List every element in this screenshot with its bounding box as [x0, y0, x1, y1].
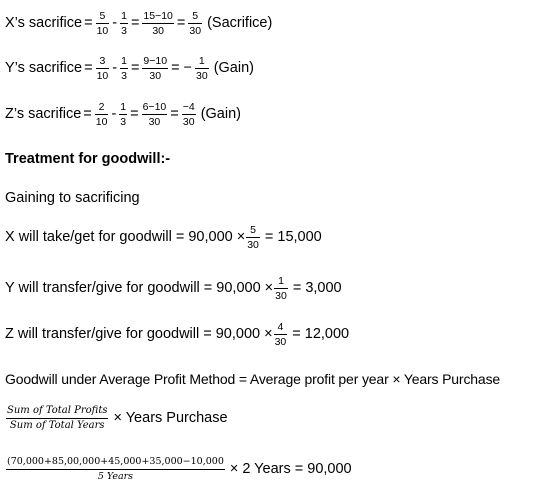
goodwill-calculation	[5, 456, 352, 483]
fraction-result	[188, 10, 202, 37]
fraction-bar	[119, 114, 127, 115]
equals-sign: =	[84, 60, 93, 77]
formula-fraction	[6, 405, 108, 432]
goodwill-heading: Treatment for goodwill:-	[5, 151, 171, 167]
fraction-denominator: 30	[149, 70, 162, 82]
fraction-denominator: 10	[96, 25, 109, 37]
goodwill-result: = 12,000	[292, 326, 350, 343]
fraction-bar	[182, 114, 196, 115]
fraction-numerator: Sum of Total Profits	[7, 405, 108, 416]
goodwill-formula	[5, 405, 228, 432]
calculation-fraction	[6, 456, 225, 483]
fraction-numerator: 15−10	[143, 10, 173, 22]
equals-sign: =	[176, 15, 186, 32]
fraction-bar	[195, 68, 209, 69]
fraction-bar	[96, 23, 110, 24]
minus-sign: -	[112, 15, 118, 32]
fraction-old-ratio	[119, 101, 127, 128]
fraction-denominator: Sum of Total Years	[9, 420, 105, 431]
fraction-denominator: 30	[189, 25, 202, 37]
fraction-numerator: −4	[182, 101, 195, 113]
goodwill-text: Z will transfer/give for goodwill = 90,000 ×	[5, 326, 273, 343]
fraction-bar	[142, 23, 174, 24]
sacrifice-row-z	[5, 101, 241, 128]
goodwill-result: = 3,000	[292, 280, 342, 297]
fraction-denominator: 30	[196, 70, 208, 82]
fraction-numerator: (70,000+85,00,000+45,000+35,000−10,000	[7, 456, 224, 467]
sacrifice-note: (Sacrifice)	[207, 15, 273, 32]
fraction-bar	[120, 68, 128, 69]
fraction-numerator: 3	[99, 55, 106, 67]
equals-sign: =	[130, 60, 140, 77]
fraction-denominator: 3	[120, 116, 127, 128]
fraction-difference	[142, 55, 168, 82]
goodwill-text: X will take/get for goodwill = 90,000 ×	[5, 229, 246, 246]
fraction-old-ratio	[120, 10, 128, 37]
goodwill-row-z	[5, 321, 349, 348]
sacrifice-row-y	[5, 55, 254, 82]
equals-sign: =	[84, 15, 93, 32]
equals-sign: =	[83, 106, 92, 123]
fraction-result	[182, 101, 196, 128]
minus-sign: -	[112, 60, 118, 77]
goodwill-fraction	[274, 275, 288, 302]
equals-sign: =	[171, 60, 180, 77]
fraction-denominator: 3	[121, 70, 127, 82]
sacrifice-label: Z’s sacrifice	[5, 106, 82, 123]
fraction-numerator: 4	[277, 321, 284, 333]
average-profit-method-line: Goodwill under Average Profit Method = Average profit per year × Years Purchase	[5, 371, 501, 387]
calculation-tail: × 2 Years = 90,000	[229, 461, 352, 478]
fraction-denominator: 30	[152, 25, 164, 37]
goodwill-fraction	[246, 224, 260, 251]
goodwill-text: Y will transfer/give for goodwill = 90,000 ×	[5, 280, 274, 297]
fraction-bar	[6, 418, 108, 419]
fraction-denominator: 30	[148, 116, 161, 128]
fraction-numerator: 6−10	[142, 101, 167, 113]
fraction-bar	[6, 469, 225, 470]
fraction-numerator: 1	[121, 10, 127, 22]
fraction-denominator: 30	[274, 336, 287, 348]
fraction-numerator: 1	[198, 55, 205, 67]
fraction-new-ratio	[95, 101, 109, 128]
fraction-bar	[142, 68, 168, 69]
fraction-difference	[142, 101, 168, 128]
equals-sign: =	[130, 15, 140, 32]
fraction-bar	[95, 114, 109, 115]
sacrifice-label: Y’s sacrifice	[5, 60, 83, 77]
fraction-bar	[96, 68, 110, 69]
sacrifice-label: X’s sacrifice	[5, 15, 83, 32]
goodwill-fraction	[274, 321, 288, 348]
sacrifice-note: (Gain)	[213, 60, 254, 77]
fraction-numerator: 5	[250, 224, 256, 236]
gaining-subheading: Gaining to sacrificing	[5, 190, 140, 206]
fraction-numerator: 1	[120, 101, 127, 113]
fraction-denominator: 30	[275, 290, 287, 302]
fraction-bar	[142, 114, 168, 115]
equals-sign: =	[130, 106, 139, 123]
fraction-denominator: 3	[121, 25, 127, 37]
fraction-numerator: 5	[99, 10, 106, 22]
fraction-bar	[274, 334, 288, 335]
sacrifice-note: (Gain)	[200, 106, 241, 123]
goodwill-row-y	[5, 275, 342, 302]
fraction-denominator: 30	[182, 116, 195, 128]
fraction-bar	[274, 288, 288, 289]
result-prefix: −	[183, 60, 192, 77]
fraction-numerator: 9−10	[143, 55, 168, 67]
sacrifice-row-x	[5, 10, 272, 37]
fraction-numerator: 2	[98, 101, 105, 113]
fraction-numerator: 1	[278, 275, 284, 287]
fraction-numerator: 5	[192, 10, 199, 22]
fraction-difference	[142, 10, 174, 37]
fraction-denominator: 10	[96, 70, 109, 82]
fraction-denominator: 30	[247, 239, 259, 251]
equals-sign: =	[170, 106, 179, 123]
fraction-new-ratio	[96, 55, 110, 82]
fraction-denominator: 10	[95, 116, 108, 128]
goodwill-row-x	[5, 224, 322, 251]
fraction-denominator: 5 Years	[97, 471, 134, 482]
fraction-bar	[120, 23, 128, 24]
formula-tail: × Years Purchase	[113, 410, 228, 427]
fraction-old-ratio	[120, 55, 128, 82]
fraction-bar	[246, 237, 260, 238]
fraction-new-ratio	[96, 10, 110, 37]
goodwill-result: = 15,000	[264, 229, 322, 246]
fraction-bar	[188, 23, 202, 24]
fraction-result	[195, 55, 209, 82]
minus-sign: -	[111, 106, 117, 123]
fraction-numerator: 1	[121, 55, 127, 67]
